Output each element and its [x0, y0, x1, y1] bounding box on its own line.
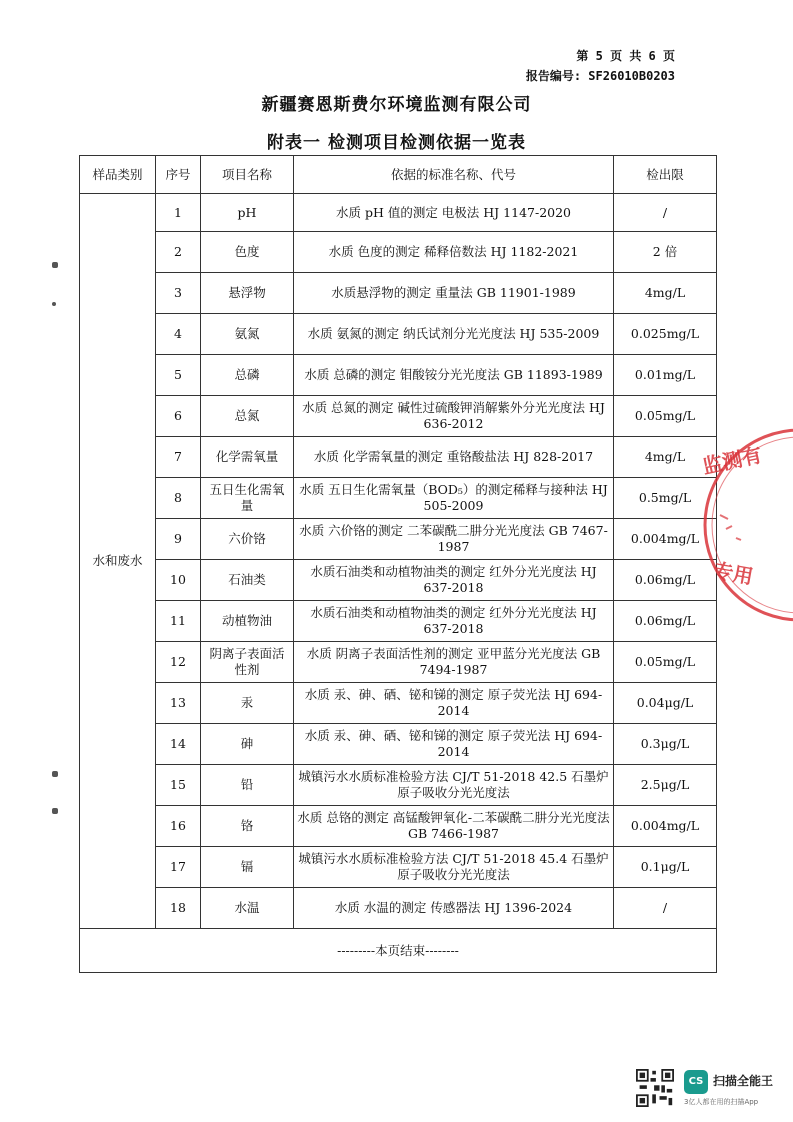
row-item: 石油类 [201, 560, 294, 601]
row-standard: 水质 总铬的测定 高锰酸钾氧化-二苯碳酰二肼分光光度法 GB 7466-1987 [294, 806, 614, 847]
seal-text-bottom: 专用 [711, 558, 755, 589]
row-standard: 城镇污水水质标准检验方法 CJ/T 51-2018 42.5 石墨炉原子吸收分光光度法 [294, 765, 614, 806]
table-row [80, 683, 717, 724]
report-number: 报告编号: SF26010B0203 [525, 69, 675, 83]
row-standard: 水质 六价铬的测定 二苯碳酰二肼分光光度法 GB 7467-1987 [294, 519, 614, 560]
row-limit: 0.3μg/L [614, 724, 717, 765]
row-limit: 0.05mg/L [614, 642, 717, 683]
row-item: 五日生化需氧量 [201, 478, 294, 519]
row-number: 17 [156, 847, 201, 888]
row-standard: 水质 水温的测定 传感器法 HJ 1396-2024 [294, 888, 614, 929]
row-number: 12 [156, 642, 201, 683]
row-standard: 水质 色度的测定 稀释倍数法 HJ 1182-2021 [294, 232, 614, 273]
row-number: 4 [156, 314, 201, 355]
row-number: 6 [156, 396, 201, 437]
table-row [80, 194, 717, 232]
binding-mark [52, 771, 58, 777]
row-number: 15 [156, 765, 201, 806]
row-number: 18 [156, 888, 201, 929]
row-limit: 4mg/L [614, 273, 717, 314]
table-row [80, 355, 717, 396]
header-limit: 检出限 [614, 156, 717, 194]
table-row [80, 396, 717, 437]
row-item: 汞 [201, 683, 294, 724]
row-number: 5 [156, 355, 201, 396]
row-standard: 水质 pH 值的测定 电极法 HJ 1147-2020 [294, 194, 614, 232]
row-number: 7 [156, 437, 201, 478]
row-standard: 水质 总磷的测定 钼酸铵分光光度法 GB 11893-1989 [294, 355, 614, 396]
row-limit: / [614, 194, 717, 232]
row-limit: 2.5μg/L [614, 765, 717, 806]
scanner-app-name: 扫描全能王 [713, 1074, 774, 1088]
row-standard: 水质石油类和动植物油类的测定 红外分光光度法 HJ 637-2018 [294, 560, 614, 601]
table-row [80, 642, 717, 683]
row-number: 13 [156, 683, 201, 724]
table-row [80, 765, 717, 806]
table-row [80, 888, 717, 929]
row-number: 11 [156, 601, 201, 642]
table-row [80, 560, 717, 601]
row-number: 8 [156, 478, 201, 519]
row-standard: 水质悬浮物的测定 重量法 GB 11901-1989 [294, 273, 614, 314]
row-item: 水温 [201, 888, 294, 929]
row-limit: 4mg/L [614, 437, 717, 478]
table-row [80, 601, 717, 642]
scanner-app-tagline: 3亿人都在用的扫描App [684, 1098, 759, 1106]
qr-code-icon [636, 1069, 674, 1107]
row-standard: 水质 化学需氧量的测定 重铬酸盐法 HJ 828-2017 [294, 437, 614, 478]
row-limit: 0.06mg/L [614, 601, 717, 642]
row-standard: 水质 总氮的测定 碱性过硫酸钾消解紫外分光光度法 HJ 636-2012 [294, 396, 614, 437]
seal-text-top: 监测有 [700, 442, 765, 479]
row-limit: 0.05mg/L [614, 396, 717, 437]
row-limit: 0.04μg/L [614, 683, 717, 724]
table-row [80, 519, 717, 560]
row-number: 9 [156, 519, 201, 560]
seal-stamp [690, 420, 793, 630]
sample-category: 水和废水 [80, 194, 156, 929]
row-limit: 0.025mg/L [614, 314, 717, 355]
row-standard: 城镇污水水质标准检验方法 CJ/T 51-2018 45.4 石墨炉原子吸收分光光度法 [294, 847, 614, 888]
header-category: 样品类别 [80, 156, 156, 194]
row-item: 化学需氧量 [201, 437, 294, 478]
row-limit: 0.5mg/L [614, 478, 717, 519]
row-item: 阴离子表面活性剂 [201, 642, 294, 683]
row-standard: 水质 五日生化需氧量（BOD₅）的测定稀释与接种法 HJ 505-2009 [294, 478, 614, 519]
row-standard: 水质 汞、砷、硒、铋和锑的测定 原子荧光法 HJ 694-2014 [294, 683, 614, 724]
table-row [80, 478, 717, 519]
table-row [80, 232, 717, 273]
table-row [80, 314, 717, 355]
row-limit: 0.1μg/L [614, 847, 717, 888]
table-row [80, 724, 717, 765]
row-item: 铅 [201, 765, 294, 806]
document-title: 附表一 检测项目检测依据一览表 [267, 133, 526, 153]
cs-logo: CS [684, 1070, 708, 1094]
table-row [80, 273, 717, 314]
row-item: 总氮 [201, 396, 294, 437]
row-item: 氨氮 [201, 314, 294, 355]
end-of-page-note: ---------本页结束-------- [80, 929, 717, 973]
row-item: pH [201, 194, 294, 232]
header-number: 序号 [156, 156, 201, 194]
row-limit: 2 倍 [614, 232, 717, 273]
row-item: 总磷 [201, 355, 294, 396]
header-item: 项目名称 [201, 156, 294, 194]
row-limit: 0.01mg/L [614, 355, 717, 396]
row-limit: / [614, 888, 717, 929]
row-standard: 水质石油类和动植物油类的测定 红外分光光度法 HJ 637-2018 [294, 601, 614, 642]
standards-table [79, 155, 717, 973]
table-end-row [80, 929, 717, 973]
table-row [80, 437, 717, 478]
row-number: 3 [156, 273, 201, 314]
row-number: 14 [156, 724, 201, 765]
row-standard: 水质 阴离子表面活性剂的测定 亚甲蓝分光光度法 GB 7494-1987 [294, 642, 614, 683]
row-limit: 0.06mg/L [614, 560, 717, 601]
table-header-row [80, 156, 717, 194]
row-item: 镉 [201, 847, 294, 888]
row-item: 砷 [201, 724, 294, 765]
row-standard: 水质 汞、砷、硒、铋和锑的测定 原子荧光法 HJ 694-2014 [294, 724, 614, 765]
binding-mark [52, 302, 56, 306]
row-item: 悬浮物 [201, 273, 294, 314]
row-standard: 水质 氨氮的测定 纳氏试剂分光光度法 HJ 535-2009 [294, 314, 614, 355]
binding-mark [52, 262, 58, 268]
row-number: 10 [156, 560, 201, 601]
table-row [80, 847, 717, 888]
page-meta [526, 46, 675, 86]
row-limit: 0.004mg/L [614, 519, 717, 560]
table-row [80, 806, 717, 847]
seal-mark [720, 515, 741, 540]
page-info: 第 5 页 共 6 页 [576, 49, 675, 63]
row-item: 六价铬 [201, 519, 294, 560]
row-item: 动植物油 [201, 601, 294, 642]
row-number: 2 [156, 232, 201, 273]
company-name: 新疆赛恩斯费尔环境监测有限公司 [261, 95, 532, 115]
binding-mark [52, 808, 58, 814]
row-item: 铬 [201, 806, 294, 847]
header-standard: 依据的标准名称、代号 [294, 156, 614, 194]
row-item: 色度 [201, 232, 294, 273]
row-number: 16 [156, 806, 201, 847]
row-number: 1 [156, 194, 201, 232]
row-limit: 0.004mg/L [614, 806, 717, 847]
